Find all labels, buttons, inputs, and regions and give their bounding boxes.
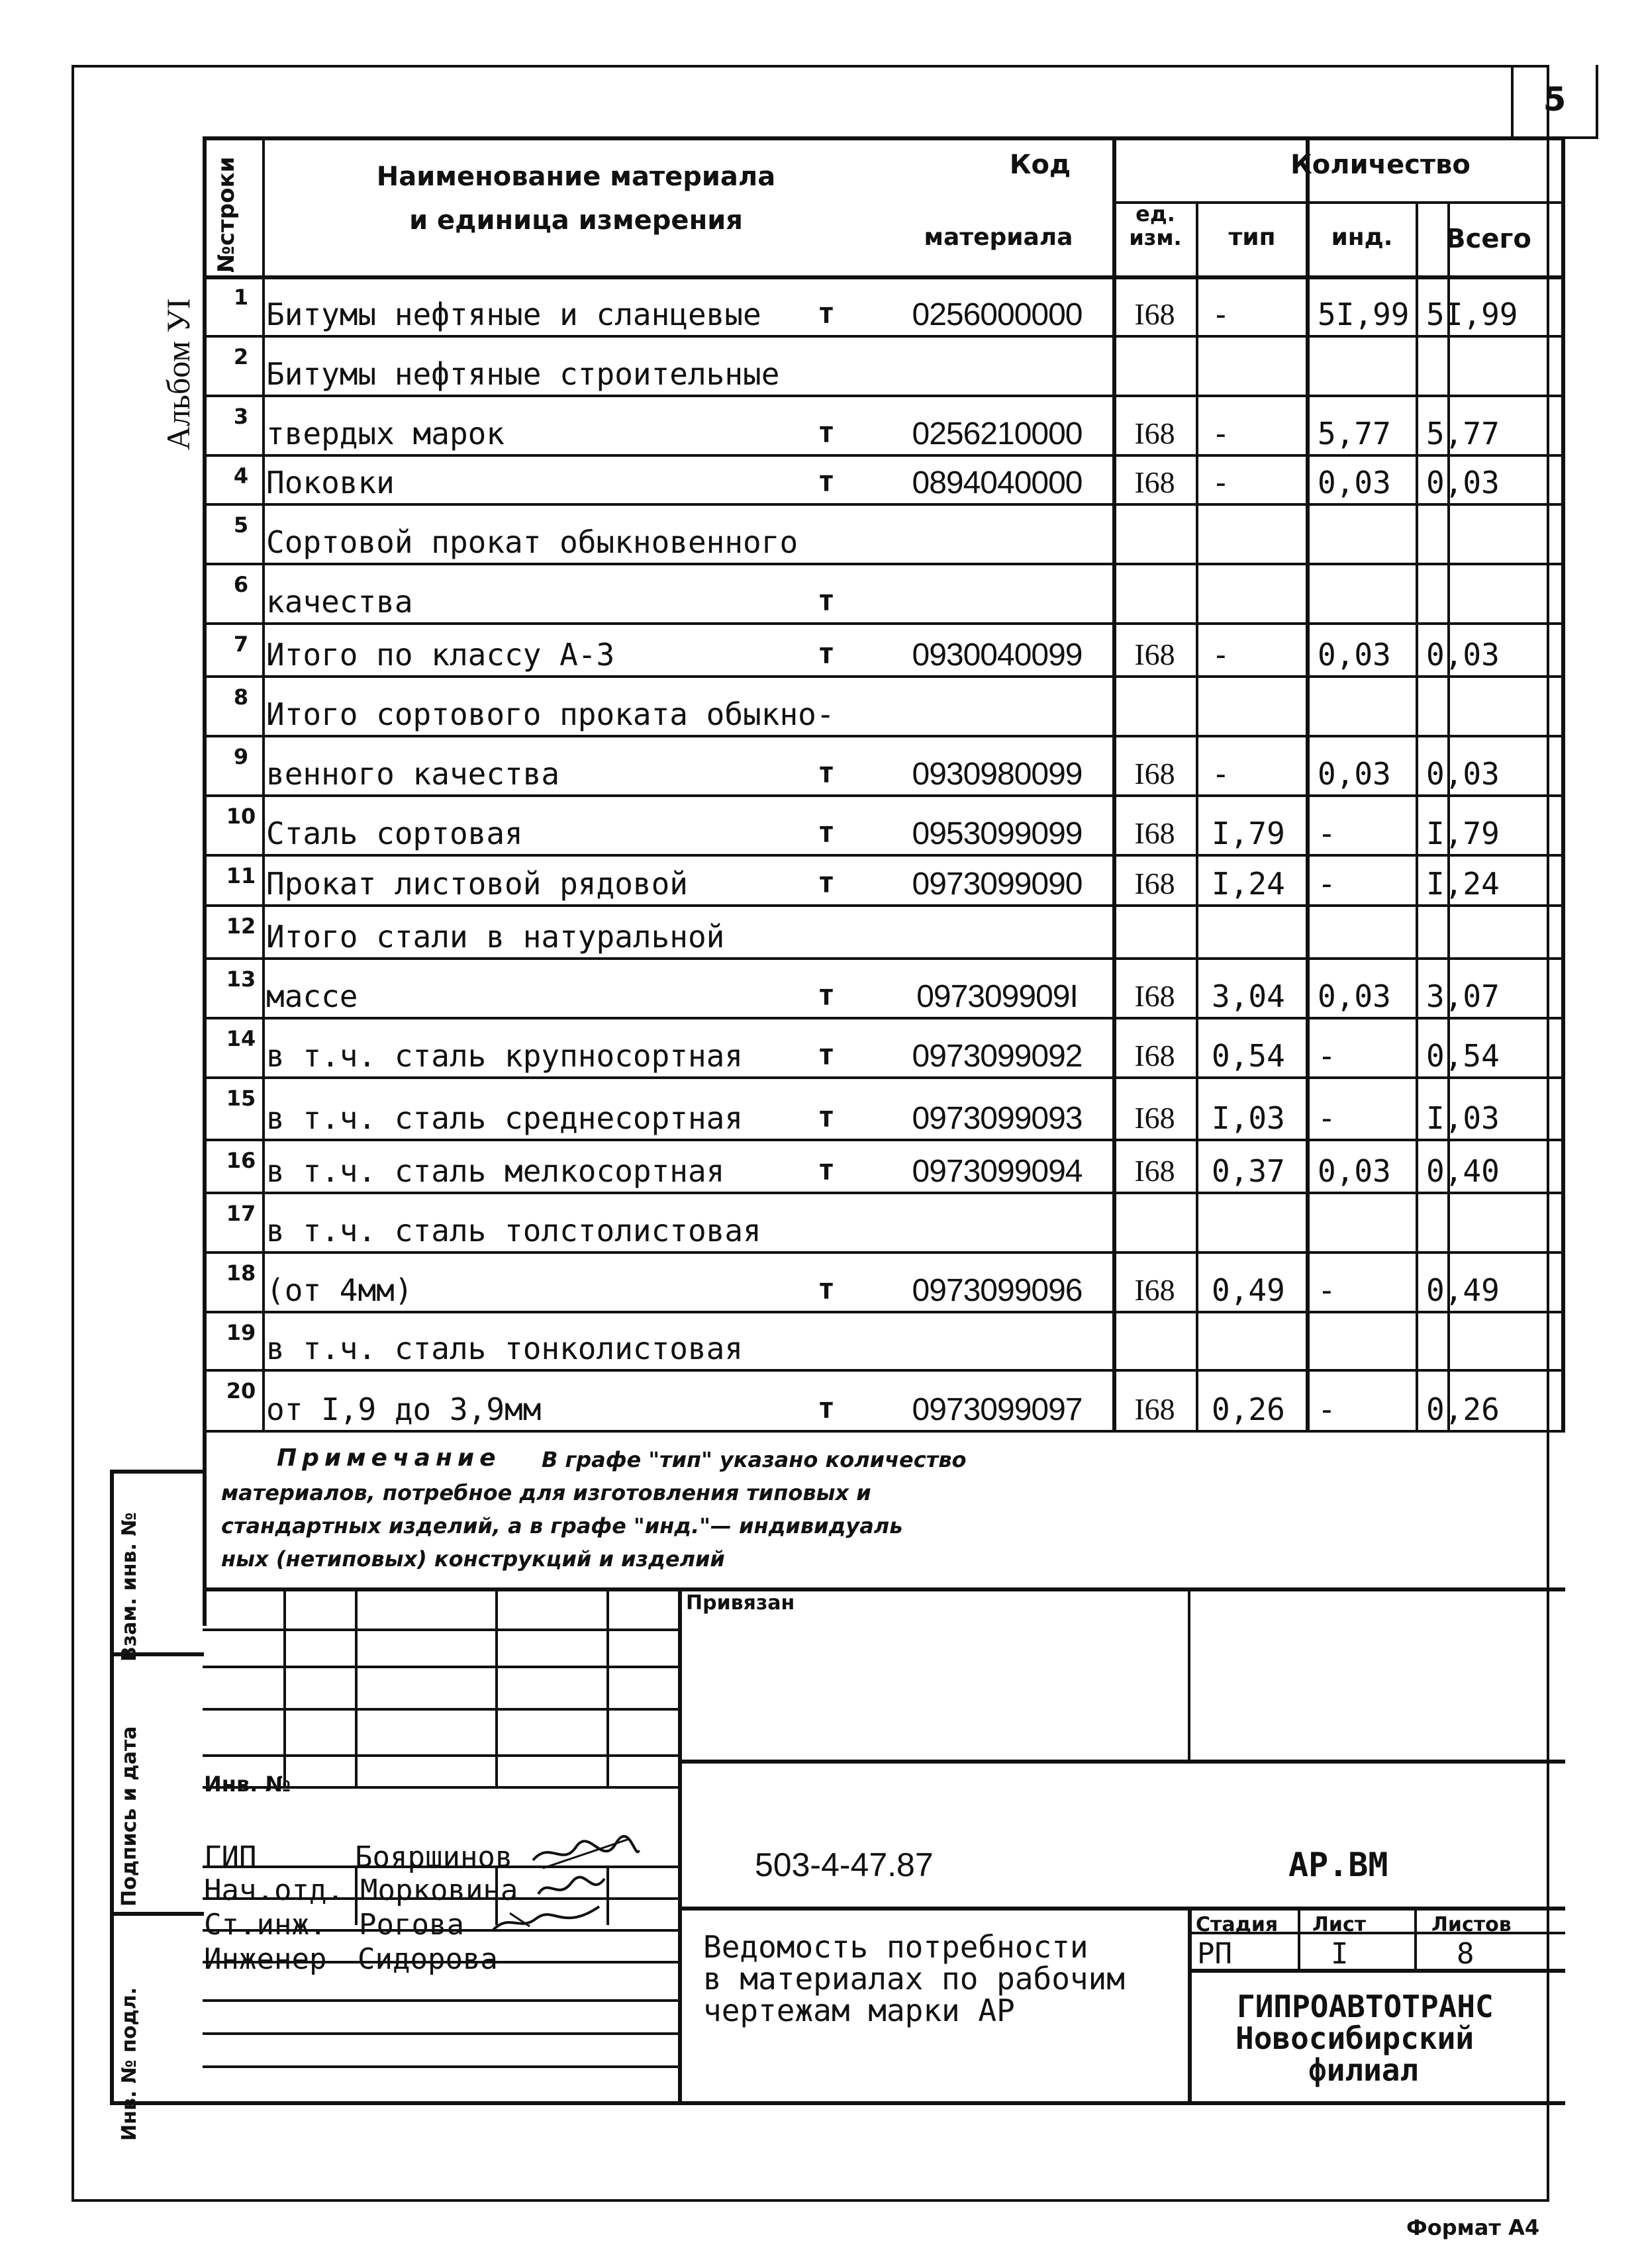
- row-number: 2: [233, 344, 249, 369]
- row-unit-code: I68: [1134, 1154, 1175, 1188]
- row-number: 1: [233, 285, 249, 310]
- row-qty-type: -: [1212, 756, 1230, 792]
- stamp-sheet-label: Лист: [1312, 1913, 1367, 1936]
- row-qty-total: 0,26: [1426, 1392, 1500, 1427]
- row-name: Сортовой прокат обыкновенного: [266, 524, 798, 560]
- stamp-mark: АР.ВМ: [1288, 1846, 1388, 1884]
- stamp-sheet: I: [1331, 1937, 1349, 1971]
- row-qty-ind: 5,77: [1318, 416, 1391, 451]
- row-unit: т: [817, 1392, 836, 1425]
- row-unit-code: I68: [1134, 465, 1175, 499]
- row-qty-ind: 0,03: [1318, 978, 1391, 1014]
- row-unit: т: [817, 1038, 836, 1072]
- row-number: 18: [226, 1260, 256, 1286]
- row-code: 0256000000: [912, 297, 1083, 332]
- format-label: Формат А4: [1406, 2215, 1540, 2240]
- row-unit: т: [817, 866, 836, 900]
- row-number: 9: [233, 744, 249, 769]
- row-qty-ind: 0,03: [1318, 1153, 1391, 1189]
- rule-v: [1196, 201, 1198, 1430]
- row-unit: т: [817, 465, 836, 498]
- row-name: качества: [266, 584, 413, 620]
- rule-h: [203, 1311, 1565, 1313]
- row-qty-total: I,24: [1426, 866, 1500, 902]
- stamp-org-2: Новосибирский: [1235, 2020, 1474, 2056]
- row-code: 097309909I: [916, 979, 1078, 1014]
- row-unit-code: I68: [1134, 757, 1175, 790]
- note-title: Примечание: [277, 1444, 501, 1472]
- row-code: 0256210000: [912, 416, 1083, 451]
- row-number: 10: [226, 804, 256, 829]
- stamp-sheets: 8: [1457, 1937, 1474, 1971]
- row-code: 0973099093: [912, 1101, 1083, 1136]
- rule-v: [678, 1587, 682, 2101]
- row-number: 12: [226, 914, 256, 939]
- header-qty-type: тип: [1228, 224, 1276, 251]
- rule-h: [203, 1629, 681, 1631]
- rule-h: [203, 854, 1565, 857]
- row-code: 0930980099: [912, 757, 1083, 792]
- rule-v: [110, 1470, 114, 2101]
- rule-h: [203, 1587, 1565, 1591]
- rule-h: [203, 1139, 1565, 1141]
- row-number: 17: [226, 1201, 256, 1226]
- note-line4: ных (нетиповых) конструкций и изделий: [221, 1546, 725, 1572]
- rule-v: [1188, 1907, 1192, 2101]
- rule-h: [203, 1192, 1565, 1194]
- row-qty-total: 0,54: [1426, 1038, 1500, 1074]
- row-qty-total: 0,03: [1426, 465, 1500, 500]
- row-code: 0953099099: [912, 816, 1083, 851]
- stamp-name-4: Сидорова: [358, 1942, 498, 1976]
- row-qty-type: -: [1212, 637, 1230, 673]
- stamp-inv-no: Инв. №: [204, 1772, 291, 1797]
- row-number: 7: [233, 632, 249, 657]
- row-number: 11: [226, 863, 256, 888]
- stamp-title-2: в материалах по рабочим: [703, 1961, 1125, 1997]
- row-name: твердых марок: [266, 416, 505, 451]
- row-name: Итого по классу А-3: [266, 637, 615, 673]
- row-code: 0930040099: [912, 638, 1083, 673]
- page-number: 5: [1511, 65, 1598, 139]
- stamp-org-1: ГИПРОАВТОТРАНС: [1237, 1989, 1494, 2024]
- row-qty-ind: 0,03: [1318, 756, 1391, 792]
- signature-1: [530, 1834, 642, 1873]
- row-name: в т.ч. сталь мелкосортная: [266, 1153, 725, 1189]
- row-number: 19: [226, 1320, 256, 1345]
- header-row-no: №строки: [213, 156, 240, 273]
- rule-h: [203, 1999, 681, 2002]
- header-code-unit-1: ед.: [1135, 201, 1175, 226]
- row-qty-total: 0,49: [1426, 1272, 1500, 1308]
- row-name: Итого стали в натуральной: [266, 919, 725, 955]
- rule-h: [203, 335, 1565, 338]
- row-unit: т: [817, 584, 836, 618]
- rule-h: [203, 1754, 681, 1757]
- row-unit: т: [817, 637, 836, 671]
- row-code: 0973099092: [912, 1039, 1083, 1074]
- row-name: в т.ч. сталь крупносортная: [266, 1038, 744, 1074]
- row-number: 14: [226, 1026, 256, 1051]
- row-qty-ind: -: [1318, 1272, 1336, 1308]
- header-code-material: материала: [924, 224, 1073, 251]
- stamp-role-4: Инженер: [204, 1942, 327, 1976]
- rule-h: [203, 395, 1565, 397]
- row-qty-total: I,79: [1426, 816, 1500, 851]
- rule-h: [203, 2101, 1565, 2105]
- row-qty-ind: -: [1318, 1100, 1336, 1136]
- row-qty-type: -: [1212, 297, 1230, 332]
- side-label-podpis: Подпись и дата: [118, 1726, 141, 1907]
- row-number: 16: [226, 1148, 256, 1173]
- stamp-name-1: Бояршинов: [355, 1840, 513, 1874]
- row-qty-ind: 0,03: [1318, 637, 1391, 673]
- row-qty-total: I,03: [1426, 1100, 1500, 1136]
- rule-h: [203, 1076, 1565, 1079]
- signature-2: [535, 1871, 608, 1904]
- row-qty-total: 0,03: [1426, 637, 1500, 673]
- row-name: Сталь сортовая: [266, 816, 523, 851]
- header-code-unit-2: изм.: [1129, 225, 1182, 250]
- row-qty-type: 0,49: [1212, 1272, 1285, 1308]
- row-name: (от 4мм): [266, 1272, 413, 1308]
- rule-h: [110, 1912, 204, 1916]
- rule-h: [203, 1430, 1565, 1433]
- stamp-title-1: Ведомость потребности: [703, 1929, 1088, 1965]
- rule-v: [1414, 1907, 1417, 1969]
- row-name: Битумы нефтяные и сланцевые: [266, 297, 761, 332]
- side-label-vzam: Взам. инв. №: [118, 1512, 141, 1662]
- row-qty-total: 5I,99: [1426, 297, 1518, 332]
- row-qty-total: 0,03: [1426, 756, 1500, 792]
- row-code: 0973099090: [912, 867, 1083, 902]
- row-number: 6: [233, 572, 249, 597]
- stamp-name-3: Рогова: [359, 1908, 464, 1942]
- row-unit-code: I68: [1134, 1392, 1175, 1426]
- row-number: 5: [233, 512, 249, 538]
- rule-v: [355, 1866, 358, 1925]
- rule-h: [678, 1907, 1565, 1911]
- row-unit: т: [817, 1153, 836, 1187]
- row-qty-type: -: [1212, 465, 1230, 500]
- header-name-line1: Наименование материала: [376, 162, 776, 192]
- row-qty-ind: -: [1318, 866, 1336, 902]
- row-unit-code: I68: [1134, 867, 1175, 900]
- note-line3: стандартных изделий, а в графе "инд."— индивидуаль: [221, 1513, 903, 1538]
- row-qty-type: 0,26: [1212, 1392, 1285, 1427]
- row-unit: т: [817, 756, 836, 790]
- row-name: от I,9 до 3,9мм: [266, 1392, 542, 1427]
- row-qty-ind: 5I,99: [1318, 297, 1410, 332]
- row-qty-ind: -: [1318, 1038, 1336, 1074]
- row-unit: т: [817, 1100, 836, 1134]
- rule-v: [203, 136, 207, 1626]
- rule-h: [203, 1369, 1565, 1372]
- rule-h: [203, 1708, 681, 1711]
- row-unit-code: I68: [1134, 1273, 1175, 1307]
- row-unit-code: I68: [1134, 297, 1175, 331]
- row-code: 0973099097: [912, 1392, 1083, 1427]
- stamp-role-3: Ст.инж.: [204, 1908, 327, 1942]
- row-unit-code: I68: [1134, 1039, 1175, 1072]
- rule-h: [203, 904, 1565, 907]
- rule-h: [203, 136, 1565, 140]
- note-line2: материалов, потребное для изготовления типовых и: [221, 1480, 871, 1505]
- row-unit-code: I68: [1134, 1101, 1175, 1135]
- row-name: Битумы нефтяные строительные: [266, 356, 780, 392]
- rule-h: [203, 1017, 1565, 1019]
- row-qty-total: 5,77: [1426, 416, 1500, 451]
- rule-h: [678, 1760, 1565, 1764]
- rule-h: [203, 275, 1565, 279]
- stamp-title-3: чертежам марки АР: [703, 1993, 1015, 2028]
- row-qty-total: 3,07: [1426, 978, 1500, 1014]
- header-name-line2: и единица измерения: [409, 205, 743, 236]
- rule-h: [203, 503, 1565, 506]
- row-qty-total: 0,40: [1426, 1153, 1500, 1189]
- header-qty-ind: инд.: [1331, 224, 1393, 251]
- stamp-stage-label: Стадия: [1196, 1913, 1279, 1936]
- rule-v: [1306, 136, 1310, 1430]
- rule-v: [1416, 201, 1418, 1430]
- row-qty-ind: -: [1318, 816, 1336, 851]
- rule-h: [203, 563, 1565, 565]
- row-number: 15: [226, 1086, 256, 1111]
- row-qty-type: I,79: [1212, 816, 1285, 851]
- rule-h: [203, 2065, 681, 2068]
- row-qty-type: I,24: [1212, 866, 1285, 902]
- stamp-stage: РП: [1197, 1937, 1232, 1971]
- rule-v: [262, 136, 265, 1430]
- row-number: 13: [226, 967, 256, 992]
- row-unit-code: I68: [1134, 979, 1175, 1013]
- row-name: в т.ч. сталь толстолистовая: [266, 1213, 761, 1249]
- row-unit: т: [817, 1272, 836, 1306]
- header-qty-group: Количество: [1290, 150, 1471, 180]
- rule-h: [203, 454, 1565, 457]
- rule-v: [1188, 1587, 1190, 1760]
- row-unit-code: I68: [1134, 816, 1175, 850]
- row-name: в т.ч. сталь тонколистовая: [266, 1331, 744, 1366]
- rule-h: [203, 1251, 1565, 1254]
- row-code: 0973099094: [912, 1154, 1083, 1189]
- stamp-sheets-label: Листов: [1431, 1913, 1512, 1936]
- row-unit: т: [817, 978, 836, 1012]
- row-name: Прокат листовой рядовой: [266, 866, 688, 902]
- row-number: 3: [233, 404, 249, 429]
- row-name: венного качества: [266, 756, 560, 792]
- rule-h: [203, 622, 1565, 625]
- rule-h: [203, 675, 1565, 678]
- row-name: массе: [266, 978, 358, 1014]
- row-number: 8: [233, 685, 249, 710]
- row-qty-type: 3,04: [1212, 978, 1285, 1014]
- row-name: Поковки: [266, 465, 395, 500]
- note-line1: В графе "тип" указано количество: [542, 1447, 967, 1472]
- row-qty-ind: 0,03: [1318, 465, 1391, 500]
- stamp-privyazan: Привязан: [686, 1591, 795, 1615]
- row-name: в т.ч. сталь среднесортная: [266, 1100, 744, 1136]
- row-unit: т: [817, 816, 836, 849]
- row-unit: т: [817, 297, 836, 330]
- row-qty-type: 0,37: [1212, 1153, 1285, 1189]
- stamp-doc-code: 503-4-47.87: [755, 1846, 934, 1883]
- stamp-name-2: Морковина: [360, 1873, 518, 1907]
- rule-h: [203, 957, 1565, 960]
- row-code: 0973099096: [912, 1273, 1083, 1308]
- row-unit-code: I68: [1134, 416, 1175, 450]
- rule-h: [203, 735, 1565, 737]
- row-number: 20: [226, 1378, 256, 1403]
- rule-h: [203, 2032, 681, 2035]
- row-unit: т: [817, 416, 836, 449]
- row-name: Итого сортового проката обыкно-: [266, 696, 835, 732]
- row-unit-code: I68: [1134, 638, 1175, 671]
- rule-h: [203, 794, 1565, 797]
- rule-v: [1298, 1907, 1300, 1969]
- row-qty-type: -: [1212, 416, 1230, 451]
- rule-h: [1188, 1969, 1565, 1973]
- signature-3: [490, 1900, 603, 1940]
- row-number: 4: [233, 463, 249, 489]
- row-qty-type: I,03: [1212, 1100, 1285, 1136]
- stamp-role-2: Нач.отд.: [204, 1873, 344, 1907]
- side-label-inv-podl: Инв. № подл.: [118, 1987, 141, 2141]
- rule-v: [1561, 136, 1565, 1430]
- rule-h: [203, 1666, 681, 1668]
- row-code: 0894040000: [912, 465, 1083, 500]
- rule-h: [110, 1470, 204, 1474]
- stamp-role-1: ГИП: [204, 1840, 257, 1874]
- stamp-org-3: филиал: [1308, 2052, 1419, 2088]
- album-label: Альбом УI: [160, 298, 197, 450]
- header-qty-total: Всего: [1445, 224, 1531, 254]
- row-qty-type: 0,54: [1212, 1038, 1285, 1074]
- header-code-group: Код: [1009, 150, 1071, 180]
- row-qty-ind: -: [1318, 1392, 1336, 1427]
